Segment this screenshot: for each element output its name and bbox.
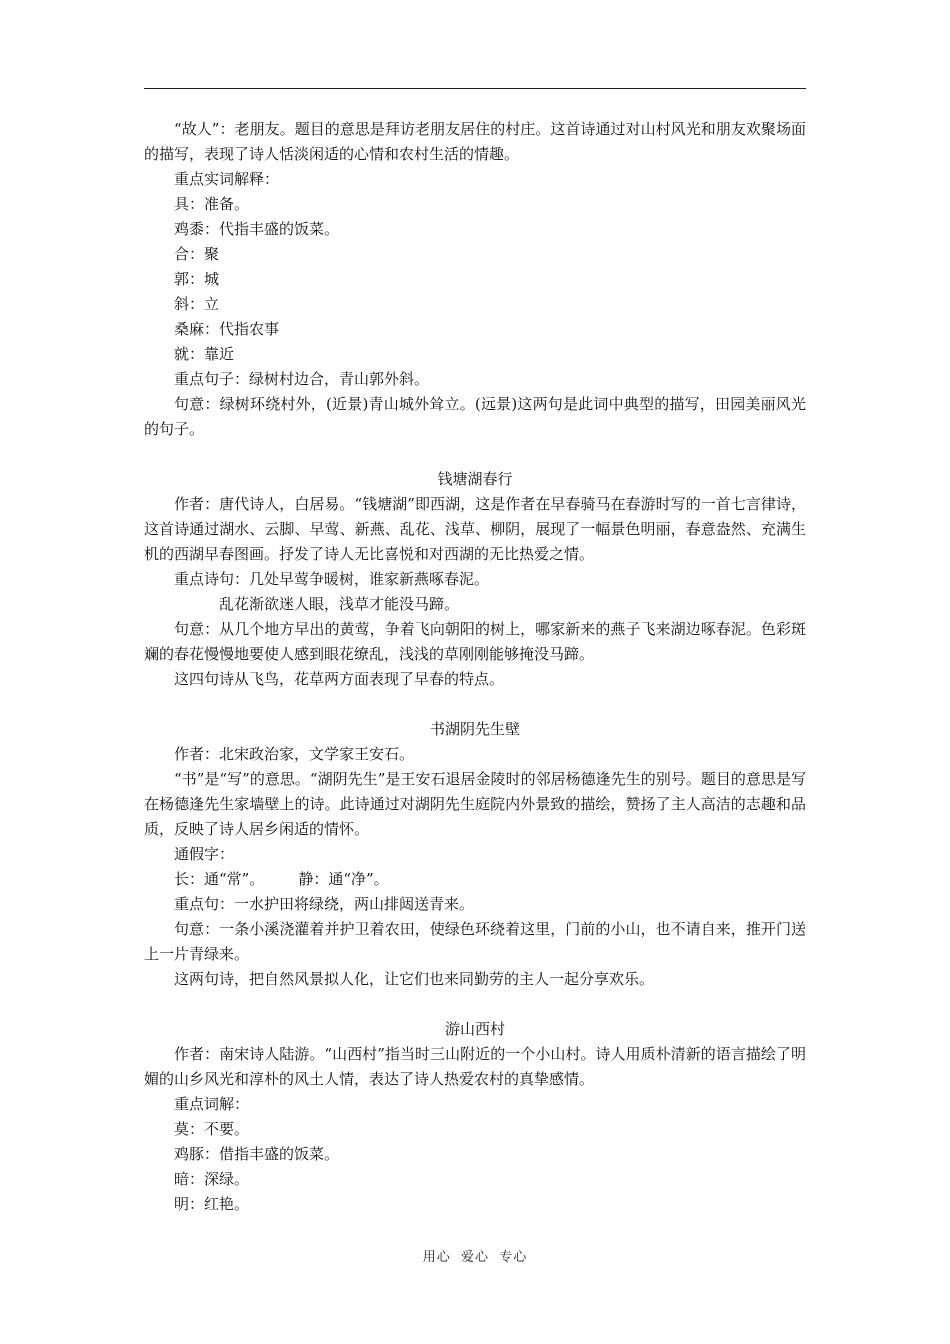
- qiantang-summary: 这四句诗从飞鸟，花草两方面表现了早春的特点。: [174, 670, 505, 688]
- definition-xie: 斜：立: [174, 295, 220, 313]
- definition-jiu: 就：靠近: [174, 345, 235, 363]
- qiantang-key-line-1: 重点诗句：几处早莺争暖树，谁家新燕啄春泥。: [174, 570, 490, 588]
- definition-jitun: 鸡豚：借指丰盛的饭菜。: [174, 1145, 340, 1163]
- heading-key-words: 重点实词解释：: [174, 170, 280, 188]
- huyin-summary: 这两句诗，把自然风景拟人化，让它们也来同勤劳的主人一起分享欢乐。: [174, 970, 655, 988]
- sentence-meaning: 句意：绿树环绕村外，(近景)青山城外耸立。(远景)这两句是此词中典型的描写，田园美丽风光的句子。: [144, 395, 806, 438]
- tongjia-chang: 长：通“常”。: [174, 870, 265, 888]
- definition-ju: 具：准备。: [174, 195, 250, 213]
- key-sentence: 重点句子：绿树村边合，青山郭外斜。: [174, 370, 430, 388]
- shanxicun-heading: 重点词解：: [174, 1095, 250, 1113]
- qiantang-intro: 作者：唐代诗人，白居易。“钱塘湖”即西湖，这是作者在早春骑马在春游时写的一首七言律诗，这首诗通过湖水、云脚、早莺、新燕、乱花、浅草、柳阴，展现了一幅景色明丽，春意盎然、充满生机的西湖早春图画。抒发了诗人无比喜悦和对西湖的无比热爱之情。: [144, 495, 806, 563]
- shanxicun-intro: 作者：南宋诗人陆游。“山西村”指当时三山附近的一个小山村。诗人用质朴清新的语言描绘了明媚的山乡风光和淳朴的风土人情，表达了诗人热爱农村的真挚感情。: [144, 1045, 806, 1088]
- definition-ming: 明：红艳。: [174, 1195, 250, 1213]
- definition-jishu: 鸡黍：代指丰盛的饭菜。: [174, 220, 340, 238]
- huyin-intro: “书”是“写”的意思。“湖阴先生”是王安石退居金陵时的邻居杨德逢先生的别号。题目的意思是写在杨德逢先生家墙壁上的诗。此诗通过对湖阴先生庭院内外景致的描绘，赞扬了主人高洁的志趣和品质，反映了诗人居乡闲适的情怀。: [144, 770, 806, 838]
- qiantang-meaning: 句意：从几个地方早出的黄莺，争着飞向朝阳的树上，哪家新来的燕子飞来湖边啄春泥。色彩斑斓的春花慢慢地要使人感到眼花缭乱，浅浅的草刚刚能够掩没马蹄。: [144, 620, 806, 663]
- section-title-qiantang: 钱塘湖春行: [437, 470, 513, 488]
- definition-sangma: 桑麻：代指农事: [174, 320, 280, 338]
- definition-mo: 莫：不要。: [174, 1120, 250, 1138]
- qiantang-key-line-2: 乱花渐欲迷人眼，浅草才能没马蹄。: [219, 595, 460, 613]
- huyin-author: 作者：北宋政治家，文学家王安石。: [174, 745, 415, 763]
- page-footer: 用心 爱心 专心: [422, 1250, 528, 1265]
- document-body: [144, 117, 806, 1217]
- tongjia-jing: 静：通“净”。: [298, 870, 389, 888]
- huyin-tongjia-label: 通假字：: [174, 845, 235, 863]
- huyin-meaning: 句意：一条小溪浇灌着并护卫着农田，使绿色环绕着这里，门前的小山，也不请自来，推开门送上一片青绿来。: [144, 920, 806, 963]
- section-title-shanxicun: 游山西村: [444, 1020, 505, 1038]
- definition-guo: 郭：城: [174, 270, 220, 288]
- header-rule: [144, 88, 806, 89]
- section-title-huyin: 书湖阴先生壁: [429, 720, 520, 738]
- intro-paragraph: “故人”：老朋友。题目的意思是拜访老朋友居住的村庄。这首诗通过对山村风光和朋友欢聚场面的描写，表现了诗人恬淡闲适的心情和农村生活的情趣。: [144, 120, 806, 163]
- huyin-tongjia-line: [144, 867, 806, 892]
- definition-he: 合：聚: [174, 245, 220, 263]
- huyin-key-line: 重点句：一水护田将绿绕，两山排闼送青来。: [174, 895, 475, 913]
- definition-an: 暗：深绿。: [174, 1170, 250, 1188]
